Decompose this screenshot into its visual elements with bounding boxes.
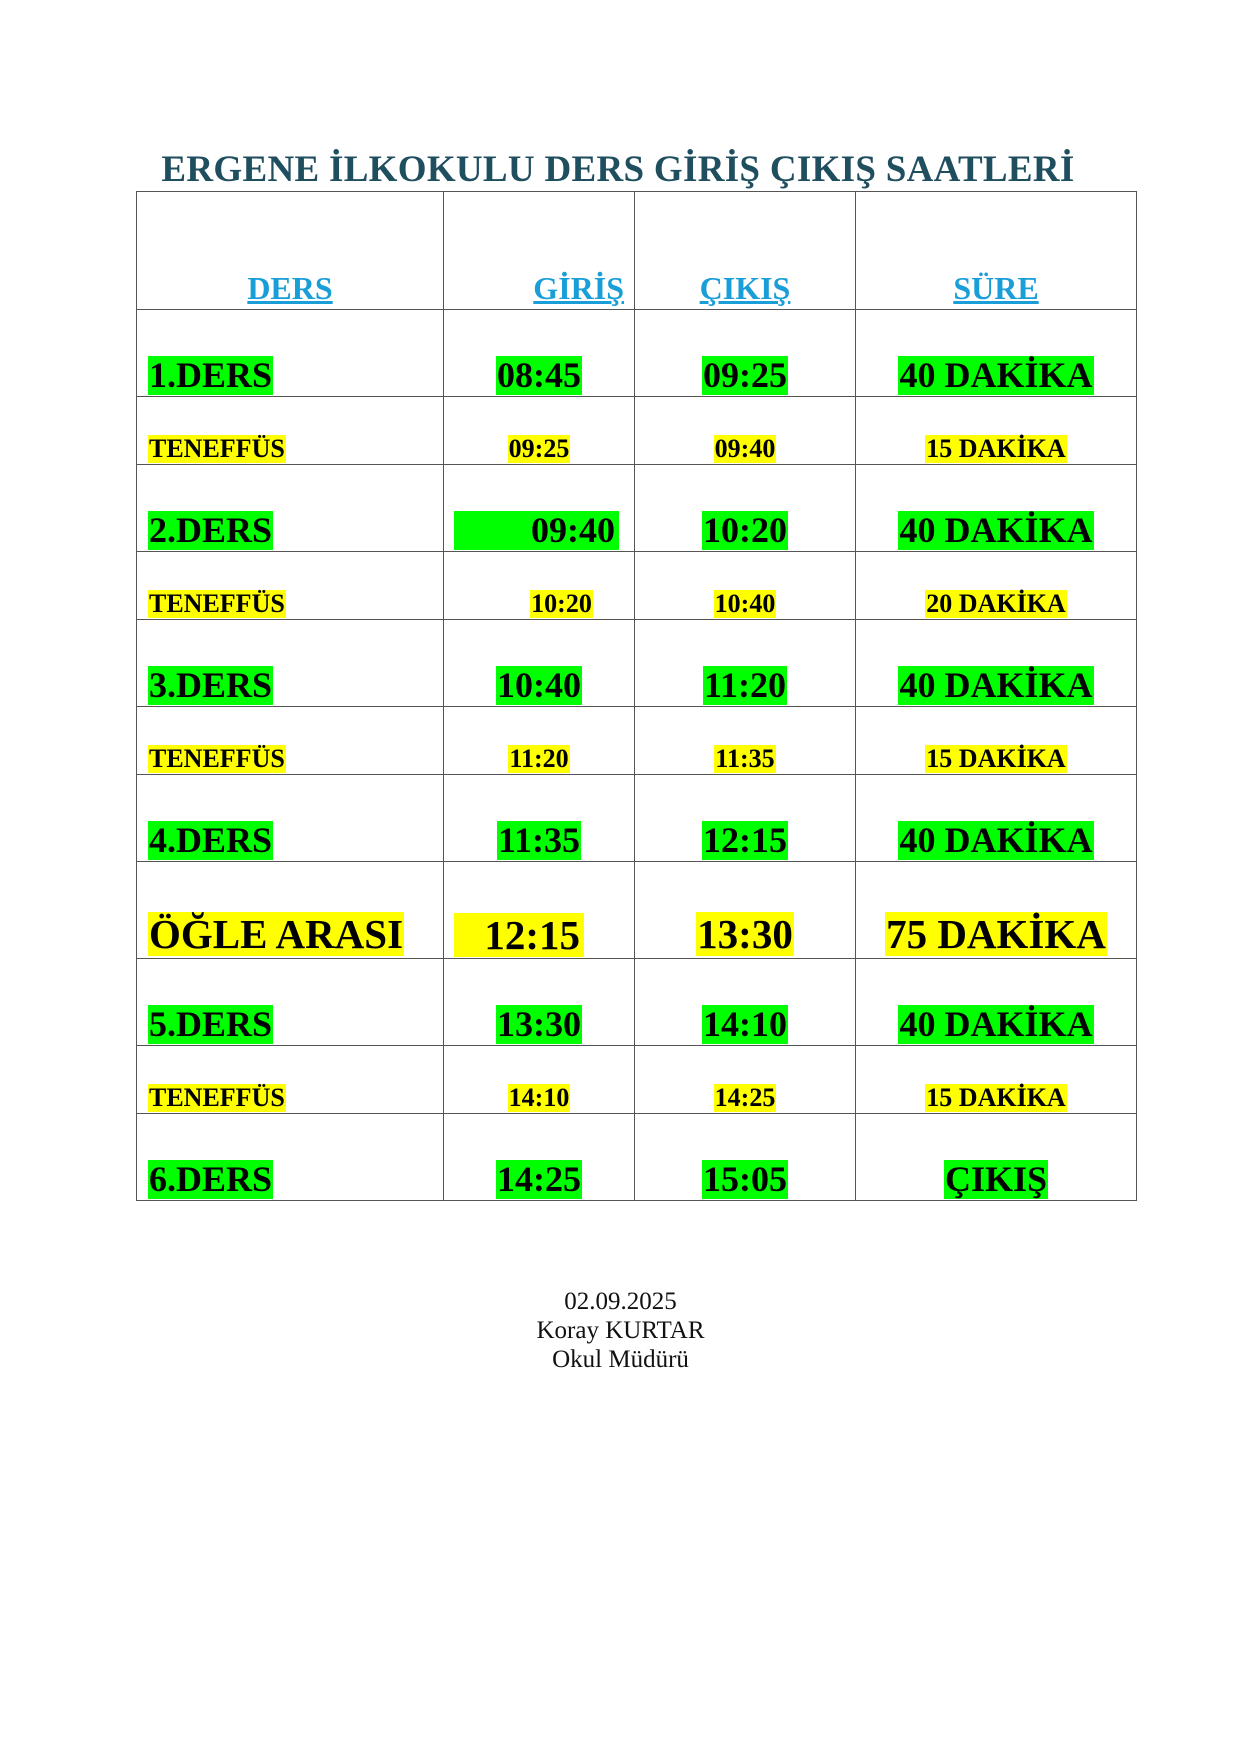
header-giris: GİRİŞ bbox=[444, 192, 635, 310]
break-start: 10:20 bbox=[444, 552, 635, 620]
page-title: ERGENE İLKOKULU DERS GİRİŞ ÇIKIŞ SAATLERİ bbox=[161, 149, 1075, 190]
break-duration: 15 DAKİKA bbox=[856, 397, 1137, 465]
break-name: TENEFFÜS bbox=[137, 1046, 444, 1114]
lesson-end: 09:25 bbox=[635, 310, 856, 397]
table-row bbox=[137, 959, 1137, 1046]
break-end: 09:40 bbox=[635, 397, 856, 465]
break-end: 10:40 bbox=[635, 552, 856, 620]
lesson-start: 11:35 bbox=[444, 775, 635, 862]
lesson-end: 11:20 bbox=[635, 620, 856, 707]
lesson-duration: 40 DAKİKA bbox=[856, 775, 1137, 862]
lesson-name: 4.DERS bbox=[137, 775, 444, 862]
lesson-duration: 40 DAKİKA bbox=[856, 959, 1137, 1046]
lesson-end: 10:20 bbox=[635, 465, 856, 552]
header-ders: DERS bbox=[137, 192, 444, 310]
lesson-name: 5.DERS bbox=[137, 959, 444, 1046]
table-row bbox=[137, 775, 1137, 862]
lesson-end: 15:05 bbox=[635, 1114, 856, 1201]
break-name: TENEFFÜS bbox=[137, 707, 444, 775]
break-duration: 15 DAKİKA bbox=[856, 707, 1137, 775]
table-header-row bbox=[137, 192, 1137, 310]
lesson-name: 6.DERS bbox=[137, 1114, 444, 1201]
break-end: 14:25 bbox=[635, 1046, 856, 1114]
lesson-name: 2.DERS bbox=[137, 465, 444, 552]
lesson-duration: 40 DAKİKA bbox=[856, 310, 1137, 397]
break-name: TENEFFÜS bbox=[137, 397, 444, 465]
lesson-start: 08:45 bbox=[444, 310, 635, 397]
table-row bbox=[137, 310, 1137, 397]
table-row bbox=[137, 552, 1137, 620]
lesson-start: 10:40 bbox=[444, 620, 635, 707]
lesson-start: 09:40 bbox=[444, 465, 635, 552]
break-name: TENEFFÜS bbox=[137, 552, 444, 620]
table-row bbox=[137, 1114, 1137, 1201]
break-start: 09:25 bbox=[444, 397, 635, 465]
break-start: 14:10 bbox=[444, 1046, 635, 1114]
break-start: 11:20 bbox=[444, 707, 635, 775]
break-duration: 20 DAKİKA bbox=[856, 552, 1137, 620]
table-row bbox=[137, 862, 1137, 959]
table-row bbox=[137, 620, 1137, 707]
table-row bbox=[137, 707, 1137, 775]
break-end: 11:35 bbox=[635, 707, 856, 775]
lesson-name: 3.DERS bbox=[137, 620, 444, 707]
lesson-name: 1.DERS bbox=[137, 310, 444, 397]
schedule-table bbox=[136, 191, 1137, 1201]
header-sure: SÜRE bbox=[856, 192, 1137, 310]
lunch-name: ÖĞLE ARASI bbox=[137, 862, 444, 959]
footer-signatory-name: Koray KURTAR bbox=[536, 1317, 705, 1344]
lunch-end: 13:30 bbox=[635, 862, 856, 959]
lunch-duration: 75 DAKİKA bbox=[856, 862, 1137, 959]
lesson-start: 14:25 bbox=[444, 1114, 635, 1201]
table-row bbox=[137, 397, 1137, 465]
lesson-start: 13:30 bbox=[444, 959, 635, 1046]
table-row bbox=[137, 465, 1137, 552]
lesson-end: 12:15 bbox=[635, 775, 856, 862]
lunch-start: 12:15 bbox=[444, 862, 635, 959]
break-duration: 15 DAKİKA bbox=[856, 1046, 1137, 1114]
lesson-duration: 40 DAKİKA bbox=[856, 620, 1137, 707]
lesson-duration: ÇIKIŞ bbox=[856, 1114, 1137, 1201]
lesson-duration: 40 DAKİKA bbox=[856, 465, 1137, 552]
footer-signatory-role: Okul Müdürü bbox=[552, 1346, 689, 1373]
footer-date: 02.09.2025 bbox=[564, 1288, 677, 1315]
table-row bbox=[137, 1046, 1137, 1114]
lesson-end: 14:10 bbox=[635, 959, 856, 1046]
header-cikis: ÇIKIŞ bbox=[635, 192, 856, 310]
